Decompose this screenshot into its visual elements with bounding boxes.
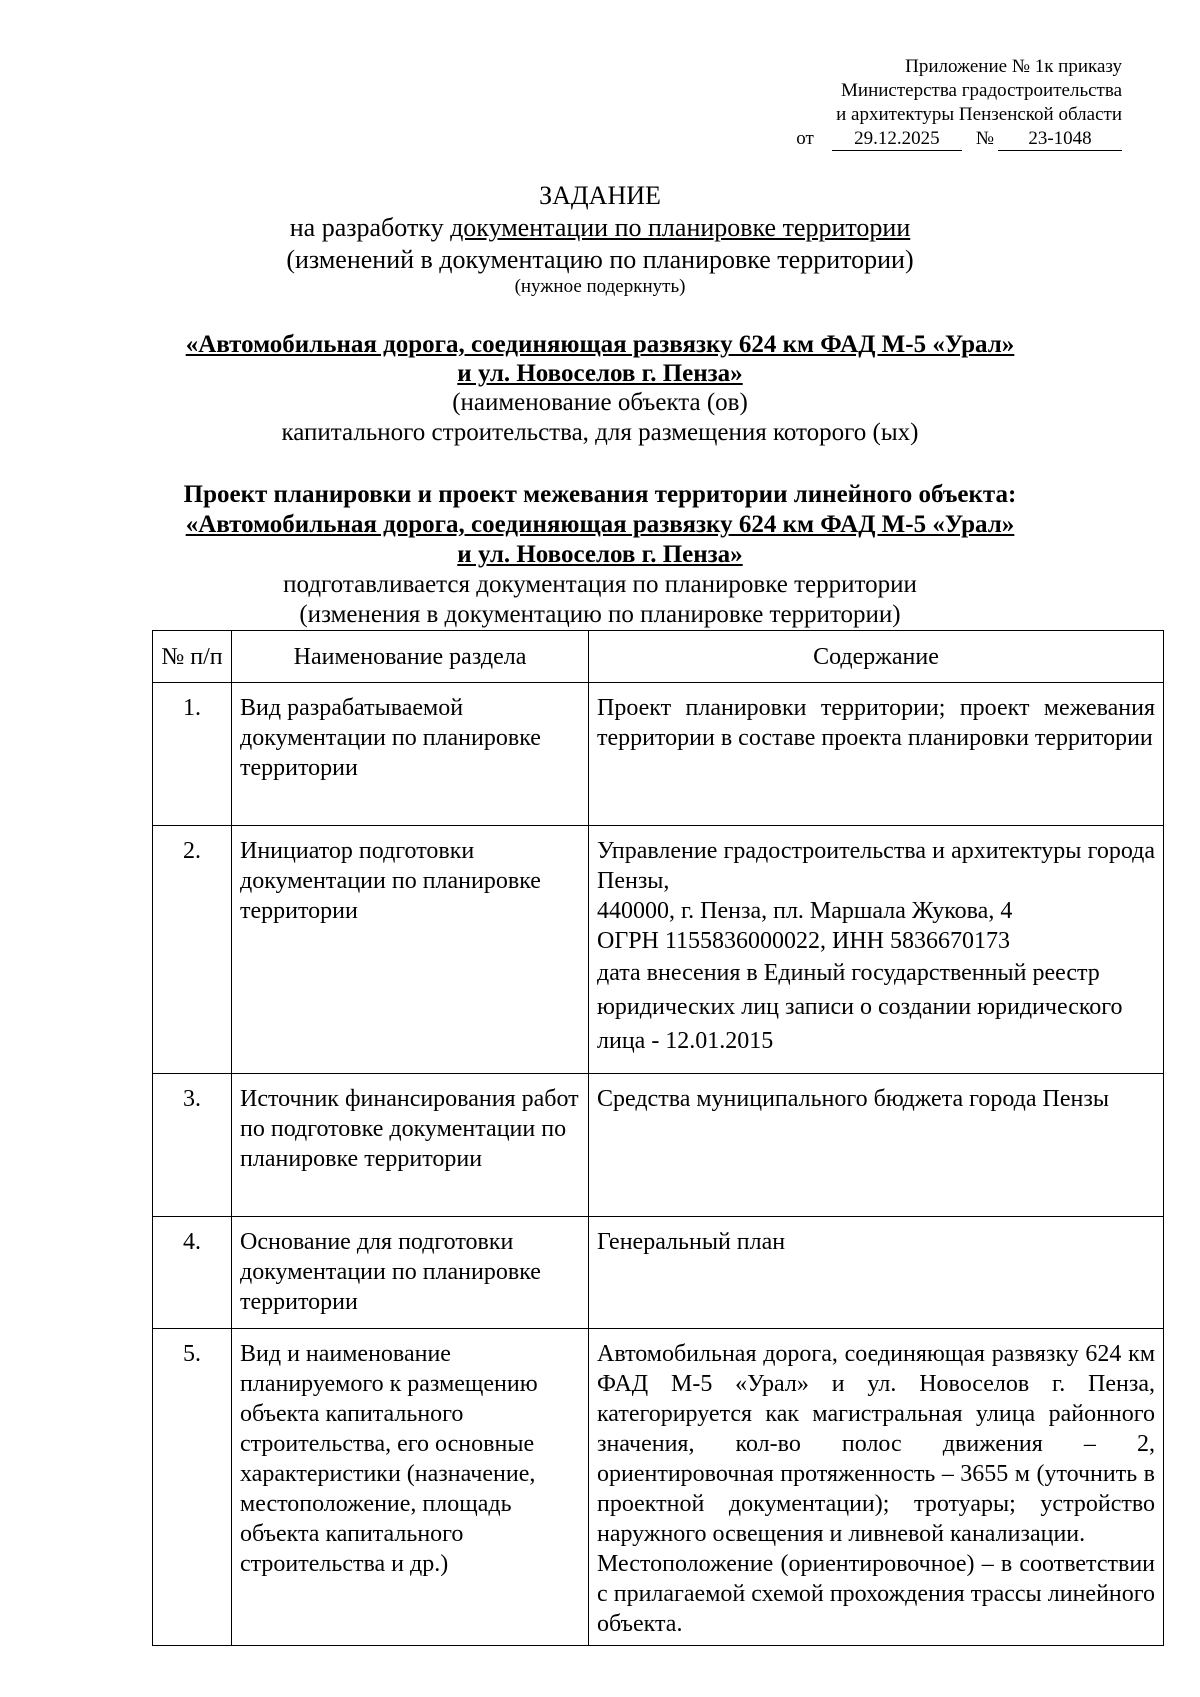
row-content bbox=[589, 826, 1164, 1074]
annex-block bbox=[790, 55, 1122, 151]
row-section: Вид и наименование планируемого к размещению объекта капитального строительства, его основные характеристики (назначение, местоположение, площадь объекта капитального строительства и др.) bbox=[232, 1329, 589, 1646]
project-line-3: и ул. Новоселов г. Пенза» bbox=[457, 541, 743, 568]
object-description: Автомобильная дорога, соединяющая развязку 624 км ФАД М-5 «Урал» и ул. Новоселов г. Пенза, категорируется как магистральная улица районного значения, кол-во полос движения – 2, ориентировочная протяженность – 3655 м (уточнить в проектной документации); тротуары; устройство наружного освещения и ливневой канализации. bbox=[597, 1341, 1155, 1547]
annex-date-line bbox=[790, 127, 1122, 151]
annex-line-1: Приложение № 1к приказу bbox=[905, 56, 1122, 77]
row-section: Инициатор подготовки документации по планировке территории bbox=[232, 826, 589, 1074]
document-title: ЗАДАНИЕ bbox=[539, 181, 661, 210]
row-content: Генеральный план bbox=[589, 1217, 1164, 1329]
table-row bbox=[153, 1074, 1164, 1217]
row-number: 1. bbox=[153, 683, 232, 826]
row-content bbox=[589, 1329, 1164, 1646]
object-location: Местоположение (ориентировочное) – в соответствии с прилагаемой схемой прохождения трассы линейного объекта. bbox=[597, 1551, 1155, 1637]
project-caption-line-1: подготавливается документация по планировке территории bbox=[283, 571, 917, 598]
row-number: 2. bbox=[153, 826, 232, 1074]
initiator-address: 440000, г. Пенза, пл. Маршала Жукова, 4 bbox=[597, 898, 1013, 924]
row-number: 3. bbox=[153, 1074, 232, 1217]
object-caption-line-1: (наименование объекта (ов) bbox=[452, 389, 748, 416]
table-row bbox=[153, 1329, 1164, 1646]
header-section: Наименование раздела bbox=[232, 631, 589, 683]
row-section: Вид разрабатываемой документации по планировке территории bbox=[232, 683, 589, 826]
project-caption-line-2: (изменения в документацию по планировке территории) bbox=[299, 601, 901, 628]
order-date: 29.12.2025 bbox=[832, 128, 962, 151]
initiator-registration: дата внесения в Единый государственный реестр юридических лиц записи о создании юридического лица - 12.01.2015 bbox=[597, 960, 1123, 1054]
row-number: 5. bbox=[153, 1329, 232, 1646]
table-row bbox=[153, 683, 1164, 826]
initiator-name: Управление градостроительства и архитектуры города Пензы, bbox=[597, 838, 1155, 894]
header-number: № п/п bbox=[153, 631, 232, 683]
project-line-1: Проект планировки и проект межевания территории линейного объекта: bbox=[183, 481, 1017, 508]
assignment-table bbox=[152, 630, 1164, 1646]
table-row bbox=[153, 1217, 1164, 1329]
annex-line-3: и архитектуры Пензенской области bbox=[836, 104, 1122, 125]
row-number: 4. bbox=[153, 1217, 232, 1329]
header-content: Содержание bbox=[589, 631, 1164, 683]
object-caption-line-2: капитального строительства, для размещения которого (ых) bbox=[281, 419, 919, 446]
title-line-2: (изменений в документацию по планировке территории) bbox=[286, 245, 914, 274]
from-label: от bbox=[796, 128, 814, 149]
title-line-1 bbox=[0, 213, 1200, 243]
row-section: Источник финансирования работ по подготовке документации по планировке территории bbox=[232, 1074, 589, 1217]
initiator-ids: ОГРН 1155836000022, ИНН 5836670173 bbox=[597, 928, 1010, 954]
table-header-row bbox=[153, 631, 1164, 683]
table-row bbox=[153, 826, 1164, 1074]
object-name-line-2: и ул. Новоселов г. Пенза» bbox=[457, 360, 743, 387]
row-content: Средства муниципального бюджета города Пензы bbox=[589, 1074, 1164, 1217]
project-line-2: «Автомобильная дорога, соединяющая развязку 624 км ФАД М-5 «Урал» bbox=[185, 511, 1015, 538]
number-label: № bbox=[975, 128, 994, 149]
annex-line-2: Министерства градостроительства bbox=[841, 80, 1122, 101]
row-content: Проект планировки территории; проект межевания территории в составе проекта планировки территории bbox=[589, 683, 1164, 826]
order-number: 23-1048 bbox=[998, 128, 1122, 151]
title-note: (нужное подеркнуть) bbox=[514, 276, 686, 297]
row-section: Основание для подготовки документации по планировке территории bbox=[232, 1217, 589, 1329]
object-name-line-1: «Автомобильная дорога, соединяющая развязку 624 км ФАД М-5 «Урал» bbox=[185, 331, 1015, 358]
title-line-1-prefix: на разработку bbox=[289, 213, 451, 242]
title-line-1-underlined: документации по планировке территории bbox=[450, 213, 911, 242]
